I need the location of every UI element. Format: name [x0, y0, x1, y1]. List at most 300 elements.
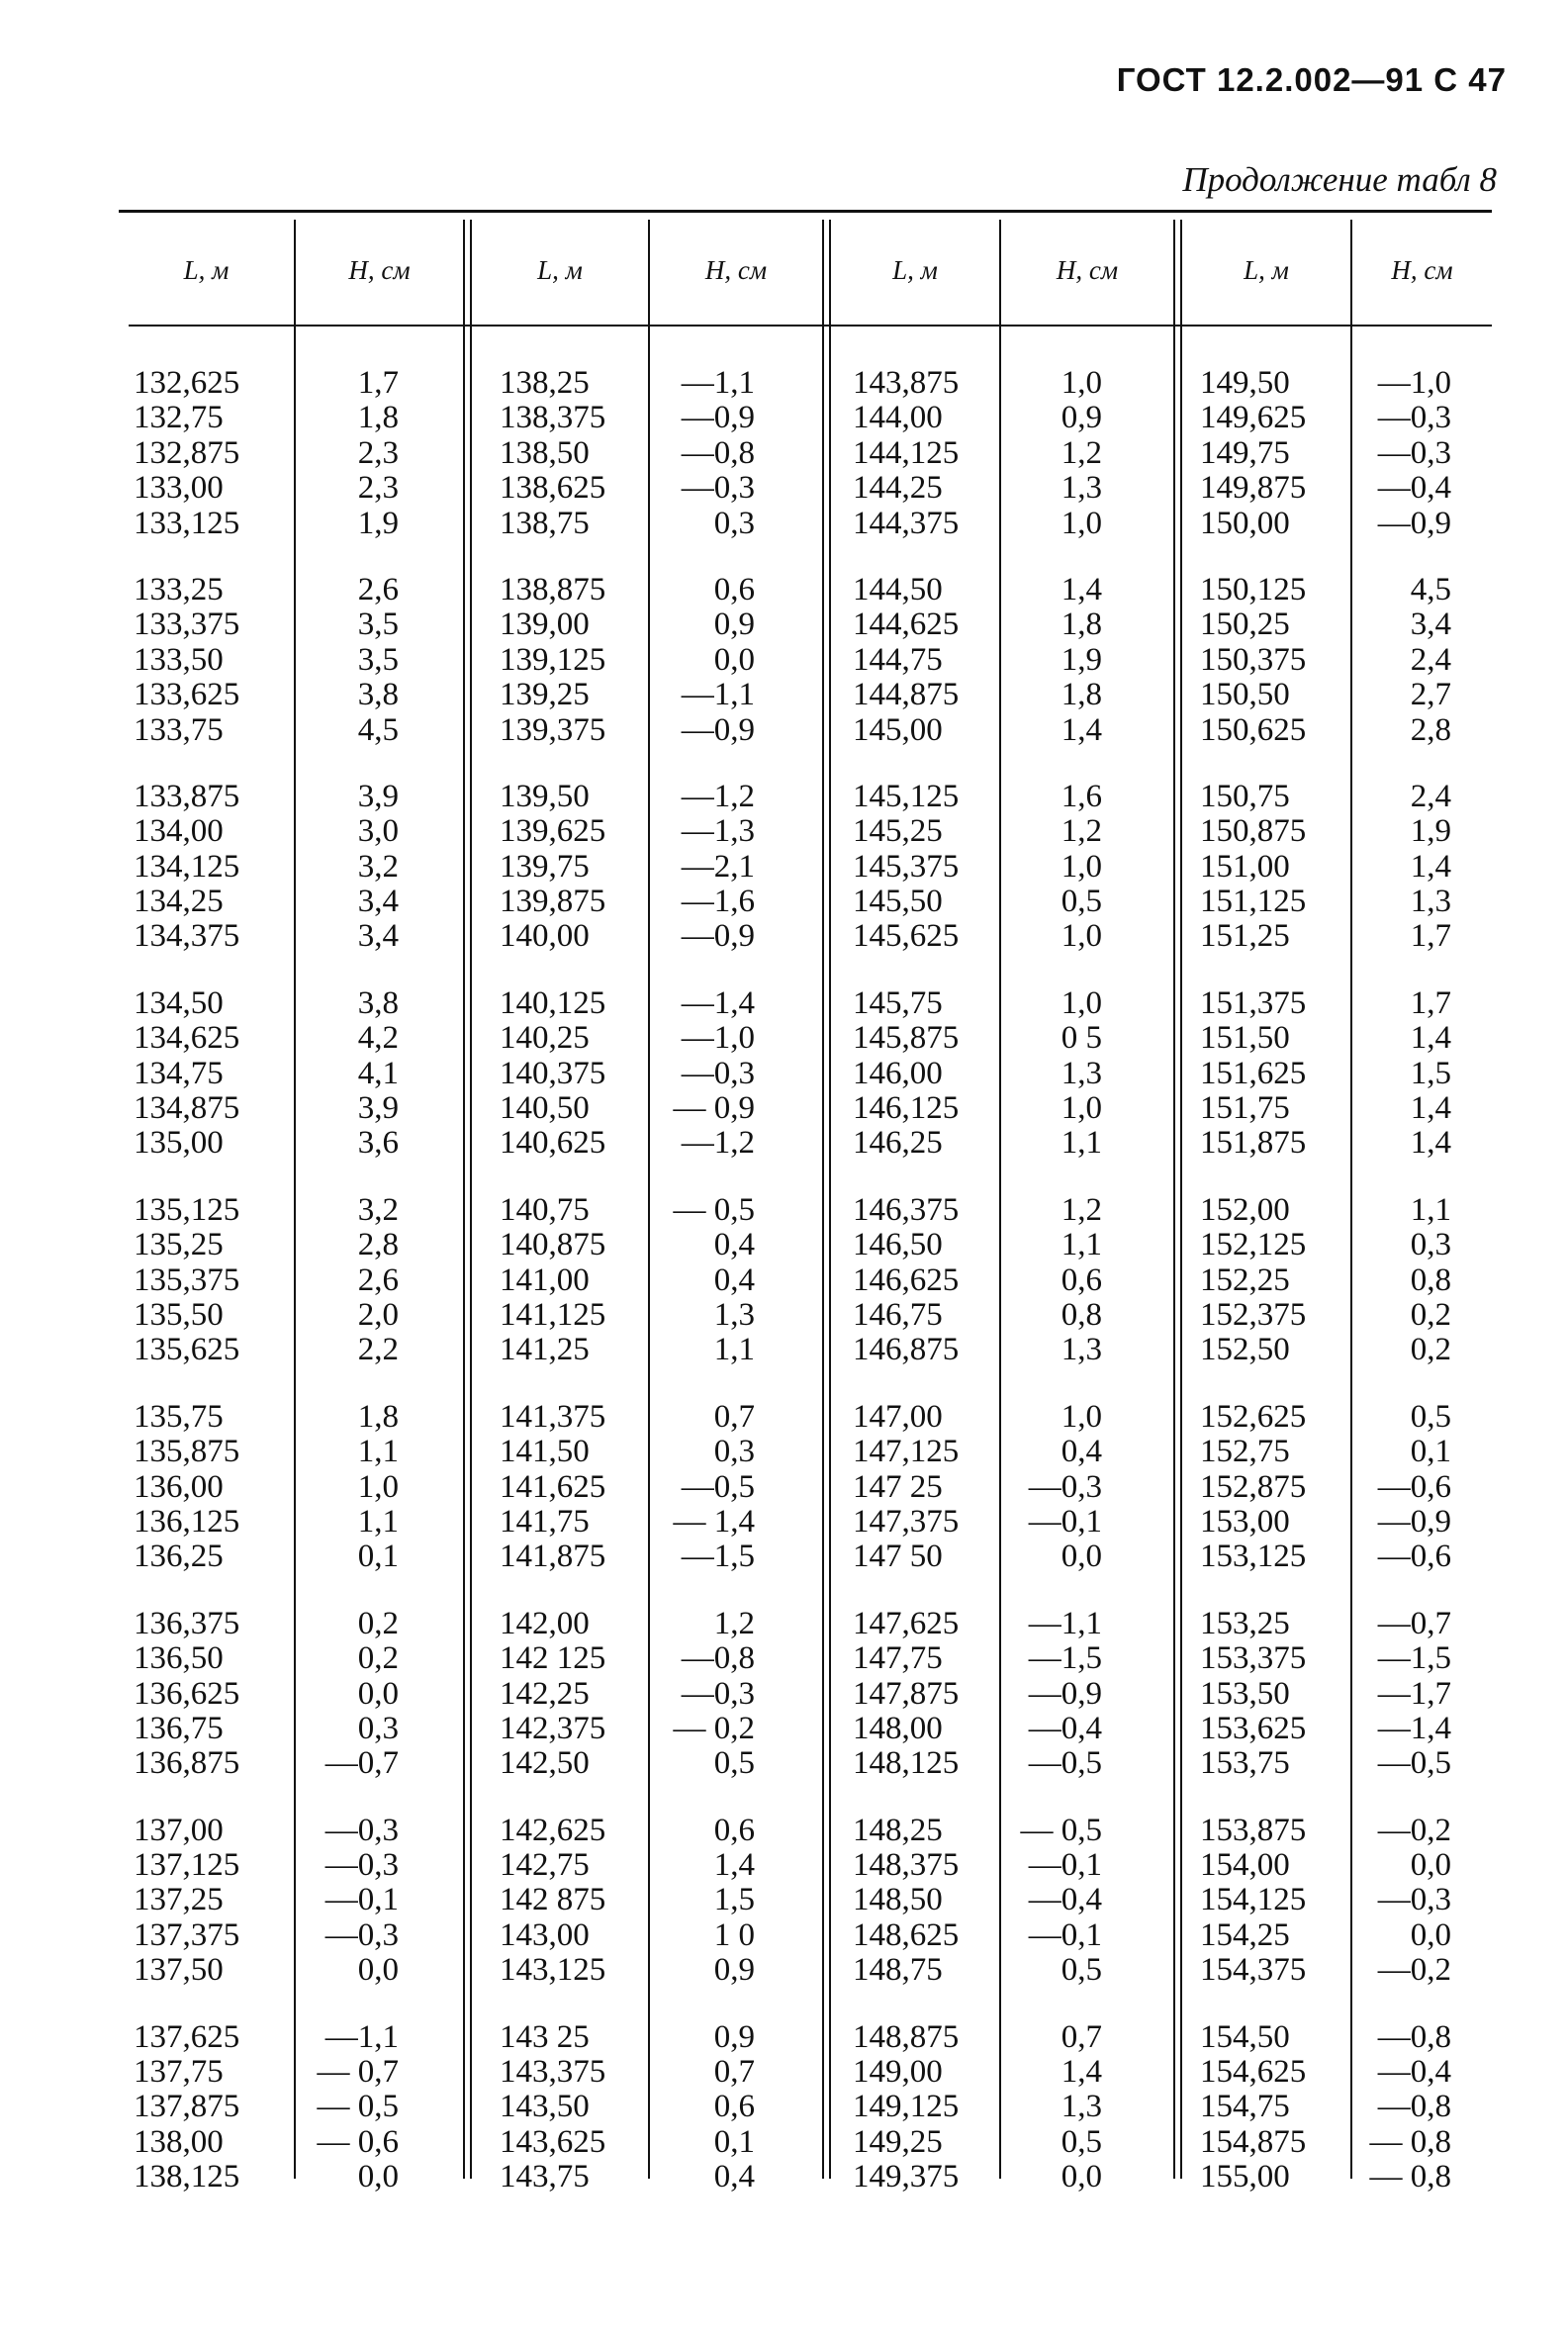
header-H-3: H, см: [1056, 255, 1119, 285]
column-group-divider: [463, 220, 472, 2179]
cell-height: —1,0: [681, 1020, 755, 1057]
cell-height: —0,9: [681, 400, 755, 436]
cell-length: 152,50: [1200, 1332, 1290, 1368]
cell-length: 143,00: [500, 1916, 590, 1953]
cell-length: 139,375: [500, 711, 606, 748]
cell-height: 1,3: [1061, 2089, 1102, 2125]
cell-length: 144,375: [853, 505, 960, 541]
cell-length: 150,125: [1200, 571, 1307, 607]
table-row-group: [1009, 2020, 1102, 2195]
cell-length: 145,375: [853, 848, 960, 885]
cell-height: 0,4: [713, 1261, 755, 1298]
cell-length: 144,125: [853, 434, 960, 471]
cell-length: 140,625: [500, 1125, 606, 1162]
table-row-group: [1009, 780, 1102, 955]
cell-length: 138,75: [500, 505, 590, 541]
cell-height: 4,5: [1410, 571, 1451, 607]
table-row-group: [1200, 2020, 1343, 2195]
column-group-divider: [1173, 220, 1182, 2179]
cell-height: 1,3: [1061, 1055, 1102, 1091]
cell-height: 0,6: [713, 2089, 755, 2125]
cell-height: 1,4: [1061, 571, 1102, 607]
cell-height: —0,3: [1377, 434, 1451, 471]
cell-height: 0,4: [713, 1227, 755, 1263]
cell-height: —0,4: [1377, 470, 1451, 507]
cell-length: 149,625: [1200, 400, 1307, 436]
cell-height: 0,7: [713, 1398, 755, 1435]
cell-height: 3,5: [357, 641, 399, 678]
cell-height: 0,5: [713, 1745, 755, 1782]
table-row-group: [1009, 366, 1102, 541]
cell-height: 2,4: [1410, 641, 1451, 678]
cell-height: 1,2: [713, 1605, 755, 1641]
cell-length: 146,875: [853, 1332, 960, 1368]
cell-height: 1,4: [1410, 848, 1451, 885]
table-row-group: [500, 1607, 638, 1782]
cell-length: 149,25: [853, 2123, 943, 2160]
cell-length: 134,50: [134, 984, 224, 1021]
table-row-group: [500, 573, 638, 748]
cell-height: —0,3: [324, 1916, 399, 1953]
table-row-group: [853, 1193, 991, 1368]
cell-length: 133,875: [134, 778, 240, 814]
cell-height: 0,4: [1061, 1434, 1102, 1470]
table-row-group: [1200, 986, 1343, 1162]
cell-height: —0,8: [681, 1640, 755, 1677]
cell-length: 151,75: [1200, 1090, 1290, 1127]
column-L-3: [853, 366, 991, 2227]
cell-height: 0,3: [1410, 1227, 1451, 1263]
cell-height: 3,9: [357, 778, 399, 814]
cell-length: 143,125: [500, 1952, 606, 1989]
cell-length: 138,875: [500, 571, 606, 607]
cell-length: 139,25: [500, 677, 590, 713]
cell-length: 154,25: [1200, 1916, 1290, 1953]
cell-height: 0,1: [357, 1539, 399, 1575]
header-H-1: H, см: [348, 255, 411, 285]
cell-length: 154,625: [1200, 2054, 1307, 2091]
cell-length: 136,25: [134, 1539, 224, 1575]
table-row-group: [302, 573, 399, 748]
cell-height: — 0,8: [1369, 2123, 1451, 2160]
cell-height: 0,3: [357, 1710, 399, 1746]
cell-height: 1,2: [1061, 1191, 1102, 1228]
cell-height: 3,4: [357, 918, 399, 955]
cell-length: 141,875: [500, 1539, 606, 1575]
cell-length: 146,25: [853, 1125, 943, 1162]
cell-height: 3,4: [357, 884, 399, 920]
cell-height: — 0,5: [673, 1191, 755, 1228]
cell-length: 142,25: [500, 1675, 590, 1712]
table-row-group: [658, 1814, 755, 1989]
cell-height: 0,0: [713, 641, 755, 678]
table-row-group: [658, 573, 755, 748]
cell-height: 0,0: [1410, 1847, 1451, 1884]
cell-height: 2,3: [357, 470, 399, 507]
table-row-group: [500, 366, 638, 541]
cell-height: 0,6: [1061, 1261, 1102, 1298]
cell-length: 133,25: [134, 571, 224, 607]
cell-height: 3,8: [357, 984, 399, 1021]
cell-height: 0,6: [713, 1812, 755, 1848]
cell-height: —1,7: [1377, 1675, 1451, 1712]
cell-length: 137,375: [134, 1916, 240, 1953]
column-L-4: [1200, 366, 1343, 2227]
table-row-group: [1009, 986, 1102, 1162]
column-divider: [294, 220, 296, 2179]
cell-length: 151,25: [1200, 918, 1290, 955]
cell-length: 145,25: [853, 813, 943, 850]
table-row-group: [658, 366, 755, 541]
table-row-group: [134, 1814, 282, 1989]
cell-length: 136,50: [134, 1640, 224, 1677]
cell-length: 140,25: [500, 1020, 590, 1057]
cell-height: 1,3: [1410, 884, 1451, 920]
cell-height: 1,5: [713, 1882, 755, 1918]
cell-length: 154,00: [1200, 1847, 1290, 1884]
cell-length: 137,625: [134, 2018, 240, 2055]
cell-height: —0,9: [1377, 505, 1451, 541]
cell-height: —2,1: [681, 848, 755, 885]
table-row-group: [1360, 780, 1451, 955]
cell-length: 137,125: [134, 1847, 240, 1884]
cell-length: 152,25: [1200, 1261, 1290, 1298]
cell-length: 148,25: [853, 1812, 943, 1848]
cell-height: 3,4: [1410, 607, 1451, 643]
cell-height: 0,0: [357, 1952, 399, 1989]
cell-height: —0,5: [1377, 1745, 1451, 1782]
cell-height: 1,8: [1061, 677, 1102, 713]
table-row-group: [302, 1400, 399, 1575]
cell-length: 148,625: [853, 1916, 960, 1953]
cell-height: —0,7: [324, 1745, 399, 1782]
cell-height: —1,3: [681, 813, 755, 850]
cell-height: 1,8: [1061, 607, 1102, 643]
cell-length: 137,00: [134, 1812, 224, 1848]
cell-height: 1,0: [1061, 918, 1102, 955]
column-L-1: [134, 366, 282, 2227]
table-row-group: [1200, 366, 1343, 541]
cell-height: —1,5: [681, 1539, 755, 1575]
cell-length: 151,125: [1200, 884, 1307, 920]
column-H-2: [658, 366, 755, 2227]
table-row-group: [1200, 1193, 1343, 1368]
cell-length: 143,75: [500, 2159, 590, 2195]
table-row-group: [134, 366, 282, 541]
table-row-group: [1009, 573, 1102, 748]
cell-height: 0,0: [357, 1675, 399, 1712]
cell-height: 0,2: [1410, 1332, 1451, 1368]
cell-height: 2,6: [357, 1261, 399, 1298]
cell-height: —1,4: [681, 984, 755, 1021]
cell-length: 142,625: [500, 1812, 606, 1848]
header-H-4: H, см: [1391, 255, 1453, 285]
cell-length: 142,75: [500, 1847, 590, 1884]
table-row-group: [1360, 986, 1451, 1162]
cell-height: 2,8: [357, 1227, 399, 1263]
cell-height: 1,1: [357, 1434, 399, 1470]
cell-length: 135,125: [134, 1191, 240, 1228]
cell-height: —0,9: [681, 711, 755, 748]
cell-height: 1,0: [1061, 984, 1102, 1021]
cell-height: —0,1: [1028, 1503, 1102, 1540]
cell-length: 139,75: [500, 848, 590, 885]
cell-length: 144,25: [853, 470, 943, 507]
cell-height: 2,6: [357, 571, 399, 607]
cell-length: 139,00: [500, 607, 590, 643]
cell-length: 152,625: [1200, 1398, 1307, 1435]
cell-height: —1,2: [681, 778, 755, 814]
column-divider: [648, 220, 650, 2179]
cell-length: 133,75: [134, 711, 224, 748]
cell-length: 143,50: [500, 2089, 590, 2125]
cell-length: 141,125: [500, 1296, 606, 1333]
table-row-group: [658, 1193, 755, 1368]
table-row-group: [302, 780, 399, 955]
cell-length: 145,625: [853, 918, 960, 955]
table-row-group: [853, 1400, 991, 1575]
cell-height: 1,3: [713, 1296, 755, 1333]
cell-length: 142,375: [500, 1710, 606, 1746]
cell-height: 0 5: [1061, 1020, 1102, 1057]
cell-length: 138,00: [134, 2123, 224, 2160]
header-L-1: L, м: [183, 255, 230, 285]
cell-length: 148,875: [853, 2018, 960, 2055]
cell-length: 141,625: [500, 1468, 606, 1505]
page-header: ГОСТ 12.2.002—91 С 47: [1116, 61, 1507, 98]
cell-length: 132,625: [134, 365, 240, 401]
table-row-group: [134, 1193, 282, 1368]
cell-height: —0,2: [1377, 1952, 1451, 1989]
cell-height: 1,1: [713, 1332, 755, 1368]
table-row-group: [1200, 573, 1343, 748]
table-row-group: [1360, 573, 1451, 748]
cell-length: 135,75: [134, 1398, 224, 1435]
cell-height: 1,0: [1061, 365, 1102, 401]
cell-length: 145,125: [853, 778, 960, 814]
cell-height: 0,5: [1061, 2123, 1102, 2160]
cell-height: —0,1: [1028, 1847, 1102, 1884]
cell-length: 133,375: [134, 607, 240, 643]
table-row-group: [302, 1607, 399, 1782]
cell-height: —1,1: [1028, 1605, 1102, 1641]
table-row-group: [302, 1814, 399, 1989]
cell-length: 139,625: [500, 813, 606, 850]
cell-height: 1,4: [1410, 1125, 1451, 1162]
cell-length: 137,75: [134, 2054, 224, 2091]
cell-length: 136,375: [134, 1605, 240, 1641]
cell-height: —1,4: [1377, 1710, 1451, 1746]
table-row-group: [302, 366, 399, 541]
cell-height: 0,9: [713, 1952, 755, 1989]
cell-length: 153,375: [1200, 1640, 1307, 1677]
cell-height: 0,3: [713, 505, 755, 541]
cell-height: — 0,8: [1369, 2159, 1451, 2195]
cell-length: 138,375: [500, 400, 606, 436]
cell-height: 1,1: [1061, 1227, 1102, 1263]
cell-height: 1,4: [1410, 1020, 1451, 1057]
cell-length: 153,125: [1200, 1539, 1307, 1575]
cell-length: 134,25: [134, 884, 224, 920]
cell-height: —0,8: [1377, 2018, 1451, 2055]
cell-length: 137,875: [134, 2089, 240, 2125]
table-row-group: [302, 1193, 399, 1368]
table-row-group: [658, 2020, 755, 2195]
cell-length: 141,25: [500, 1332, 590, 1368]
cell-height: 1,6: [1061, 778, 1102, 814]
cell-height: 0,0: [1061, 2159, 1102, 2195]
cell-height: 0,9: [713, 607, 755, 643]
cell-length: 146,50: [853, 1227, 943, 1263]
table-row-group: [658, 1400, 755, 1575]
cell-length: 146,00: [853, 1055, 943, 1091]
table-row-group: [500, 1814, 638, 1989]
cell-height: —0,3: [681, 470, 755, 507]
cell-length: 133,00: [134, 470, 224, 507]
cell-length: 132,875: [134, 434, 240, 471]
cell-length: 139,50: [500, 778, 590, 814]
cell-length: 150,875: [1200, 813, 1307, 850]
cell-height: 1,0: [357, 1468, 399, 1505]
header-L-2: L, м: [537, 255, 583, 285]
header-L-4: L, м: [1244, 255, 1289, 285]
cell-length: 140,875: [500, 1227, 606, 1263]
cell-height: 0,5: [1061, 884, 1102, 920]
cell-length: 144,50: [853, 571, 943, 607]
cell-length: 134,375: [134, 918, 240, 955]
cell-length: 138,125: [134, 2159, 240, 2195]
cell-length: 143,625: [500, 2123, 606, 2160]
cell-length: 145,50: [853, 884, 943, 920]
cell-height: —0,3: [324, 1812, 399, 1848]
cell-height: 2,7: [1410, 677, 1451, 713]
table-row-group: [134, 780, 282, 955]
cell-height: —0,8: [1377, 2089, 1451, 2125]
cell-length: 145,00: [853, 711, 943, 748]
cell-height: 0,8: [1410, 1261, 1451, 1298]
cell-height: —0,3: [681, 1675, 755, 1712]
cell-length: 151,50: [1200, 1020, 1290, 1057]
cell-height: —0,4: [1028, 1882, 1102, 1918]
cell-height: 0,4: [713, 2159, 755, 2195]
table-row-group: [1360, 1607, 1451, 1782]
cell-height: —0,8: [681, 434, 755, 471]
cell-height: 0,8: [1061, 1296, 1102, 1333]
cell-height: 1,5: [1410, 1055, 1451, 1091]
cell-height: 1,0: [1061, 1090, 1102, 1127]
table-row-group: [1200, 1400, 1343, 1575]
cell-length: 135,25: [134, 1227, 224, 1263]
cell-length: 151,625: [1200, 1055, 1307, 1091]
cell-height: 0,9: [1061, 400, 1102, 436]
table-row-group: [134, 986, 282, 1162]
cell-length: 149,375: [853, 2159, 960, 2195]
cell-length: 145,875: [853, 1020, 960, 1057]
header-H-2: H, см: [704, 255, 768, 285]
table-row-group: [500, 1193, 638, 1368]
cell-length: 150,375: [1200, 641, 1307, 678]
table-row-group: [1009, 1400, 1102, 1575]
cell-length: 148,375: [853, 1847, 960, 1884]
cell-length: 152,875: [1200, 1468, 1307, 1505]
cell-length: 135,625: [134, 1332, 240, 1368]
table-row-group: [853, 1814, 991, 1989]
cell-height: 0,0: [357, 2159, 399, 2195]
cell-length: 141,50: [500, 1434, 590, 1470]
cell-height: — 1,4: [673, 1503, 755, 1540]
cell-height: 2,0: [357, 1296, 399, 1333]
table-row-group: [500, 986, 638, 1162]
cell-height: 1,2: [1061, 813, 1102, 850]
cell-length: 144,75: [853, 641, 943, 678]
cell-height: 3,5: [357, 607, 399, 643]
cell-height: —0,3: [681, 1055, 755, 1091]
cell-height: —0,9: [1028, 1675, 1102, 1712]
cell-length: 147,125: [853, 1434, 960, 1470]
cell-height: 3,0: [357, 813, 399, 850]
cell-length: 148,00: [853, 1710, 943, 1746]
cell-length: 146,125: [853, 1090, 960, 1127]
cell-length: 150,75: [1200, 778, 1290, 814]
cell-length: 142,00: [500, 1605, 590, 1641]
cell-height: 1,4: [1410, 1090, 1451, 1127]
cell-length: 140,50: [500, 1090, 590, 1127]
cell-length: 135,375: [134, 1261, 240, 1298]
cell-height: 1,1: [1061, 1125, 1102, 1162]
cell-length: 149,875: [1200, 470, 1307, 507]
table-row-group: [853, 780, 991, 955]
cell-height: —0,1: [1028, 1916, 1102, 1953]
cell-length: 147,00: [853, 1398, 943, 1435]
cell-height: 0,5: [1061, 1952, 1102, 1989]
cell-height: 1,4: [1061, 711, 1102, 748]
cell-height: 0,2: [357, 1640, 399, 1677]
cell-height: 1,4: [713, 1847, 755, 1884]
cell-length: 150,625: [1200, 711, 1307, 748]
cell-length: 136,75: [134, 1710, 224, 1746]
cell-height: 0,9: [713, 2018, 755, 2055]
cell-length: 142 875: [500, 1882, 606, 1918]
cell-height: 1 0: [713, 1916, 755, 1953]
cell-height: 1,8: [357, 400, 399, 436]
column-H-1: [302, 366, 399, 2227]
cell-height: 3,2: [357, 1191, 399, 1228]
cell-height: 0,0: [1061, 1539, 1102, 1575]
table-row-group: [1009, 1814, 1102, 1989]
cell-height: — 0,5: [1020, 1812, 1102, 1848]
cell-length: 137,25: [134, 1882, 224, 1918]
cell-height: —0,3: [1377, 1882, 1451, 1918]
cell-length: 142 125: [500, 1640, 606, 1677]
cell-height: 0,2: [357, 1605, 399, 1641]
table-row-group: [1360, 2020, 1451, 2195]
cell-height: — 0,5: [317, 2089, 399, 2125]
cell-length: 139,875: [500, 884, 606, 920]
cell-height: 2,3: [357, 434, 399, 471]
cell-height: 0,7: [1061, 2018, 1102, 2055]
cell-length: 148,50: [853, 1882, 943, 1918]
cell-length: 135,50: [134, 1296, 224, 1333]
cell-length: 149,50: [1200, 365, 1290, 401]
cell-length: 153,875: [1200, 1812, 1307, 1848]
cell-length: 143 25: [500, 2018, 590, 2055]
cell-height: 1,2: [1061, 434, 1102, 471]
cell-height: —1,1: [681, 365, 755, 401]
table-row-group: [853, 2020, 991, 2195]
cell-length: 134,00: [134, 813, 224, 850]
cell-height: 4,1: [357, 1055, 399, 1091]
column-divider: [1350, 220, 1352, 2179]
